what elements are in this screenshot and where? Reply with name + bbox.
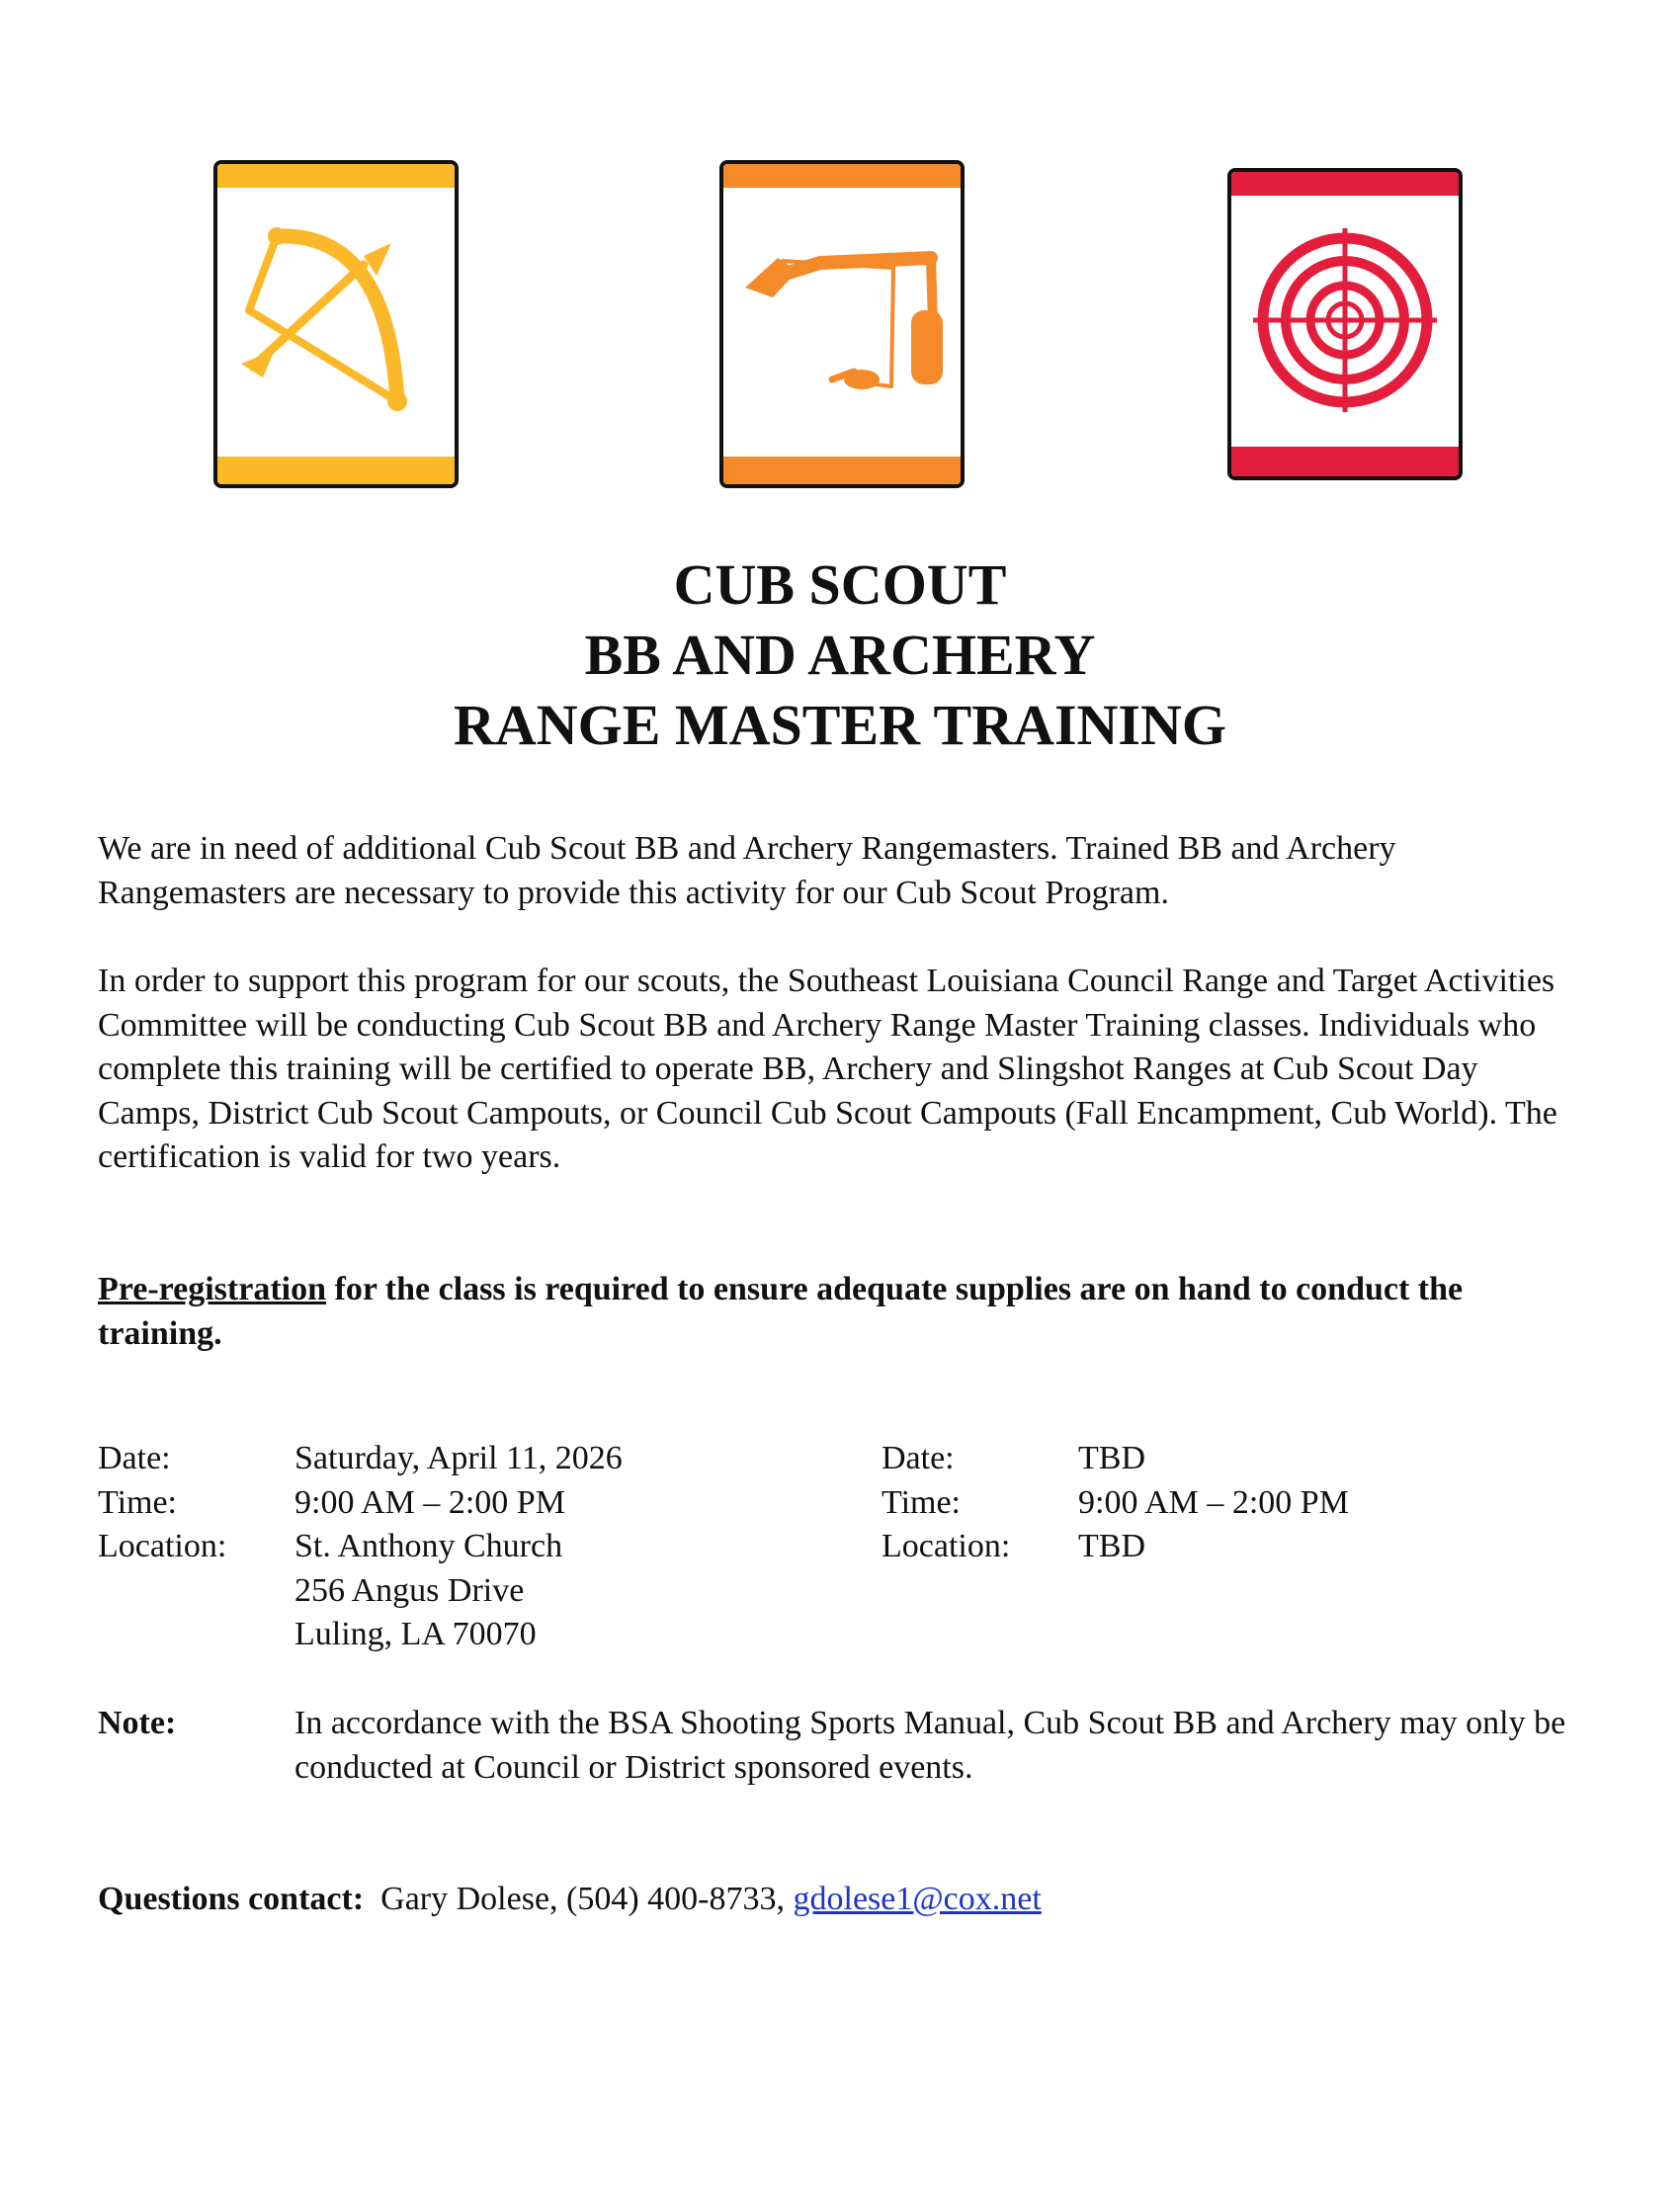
location-line-3: Luling, LA 70070 xyxy=(294,1616,537,1653)
date-value: TBD xyxy=(1078,1440,1145,1476)
location-label: Location: xyxy=(98,1528,227,1565)
preregistration-text: for the class is required to ensure adequate supplies are on hand to conduct the training. xyxy=(98,1271,1464,1352)
event-details-1 xyxy=(98,1437,790,1657)
location-line-2: 256 Angus Drive xyxy=(294,1571,525,1609)
target-card xyxy=(1227,168,1463,480)
location-value: TBD xyxy=(1078,1528,1145,1565)
slingshot-icon xyxy=(723,164,961,484)
page-title xyxy=(0,549,1680,760)
note-text: In accordance with the BSA Shooting Sports Manual, Cub Scout BB and Archery may only be conducted at Council or District sponsored events. xyxy=(294,1705,1566,1786)
title-line-2: BB AND ARCHERY xyxy=(584,623,1096,687)
event-details-2 xyxy=(882,1437,1573,1569)
note-label: Note: xyxy=(98,1705,177,1741)
program-paragraph: In order to support this program for our scouts, the Southeast Louisiana Council Range and Target Activities Committee will be conducting Cub Scout BB and Archery Range Master Training classes. Individuals who complete this training will be certified to operate BB, Archery and Slingshot Ranges at Cub Scout Day Camps, District Cub Scout Campouts, or Council Cub Scout Campouts (Fall Encampment, Cub World). The certification is valid for two years. xyxy=(98,963,1557,1176)
note-section xyxy=(98,1702,1580,1790)
contact-text: Gary Dolese, (504) 400-8733, xyxy=(380,1881,794,1917)
date-label: Date: xyxy=(882,1440,955,1476)
location-label: Location: xyxy=(882,1528,1011,1565)
contact-line xyxy=(98,1878,1042,1922)
preregistration-emphasis: Pre-registration xyxy=(98,1271,326,1307)
time-label: Time: xyxy=(882,1483,962,1521)
time-value: 9:00 AM – 2:00 PM xyxy=(294,1483,565,1521)
email-link[interactable]: gdolese1@cox.net xyxy=(793,1881,1042,1917)
bow-and-arrow-icon xyxy=(217,164,455,484)
time-label: Time: xyxy=(98,1483,178,1521)
location-line-1: St. Anthony Church xyxy=(294,1528,563,1565)
contact-label: Questions contact: xyxy=(98,1881,365,1917)
intro-paragraph: We are in need of additional Cub Scout BB and Archery Rangemasters. Trained BB and Archery Rangemasters are necessary to provide this activity for our Cub Scout Program. xyxy=(98,830,1396,911)
title-line-3: RANGE MASTER TRAINING xyxy=(453,693,1227,757)
time-value: 9:00 AM – 2:00 PM xyxy=(1078,1483,1349,1521)
date-value: Saturday, April 11, 2026 xyxy=(294,1440,623,1476)
archery-card xyxy=(213,160,459,488)
slingshot-card xyxy=(719,160,965,488)
date-label: Date: xyxy=(98,1440,171,1476)
preregistration-paragraph xyxy=(98,1268,1560,1356)
target-icon xyxy=(1231,172,1459,476)
title-line-1: CUB SCOUT xyxy=(673,552,1007,617)
